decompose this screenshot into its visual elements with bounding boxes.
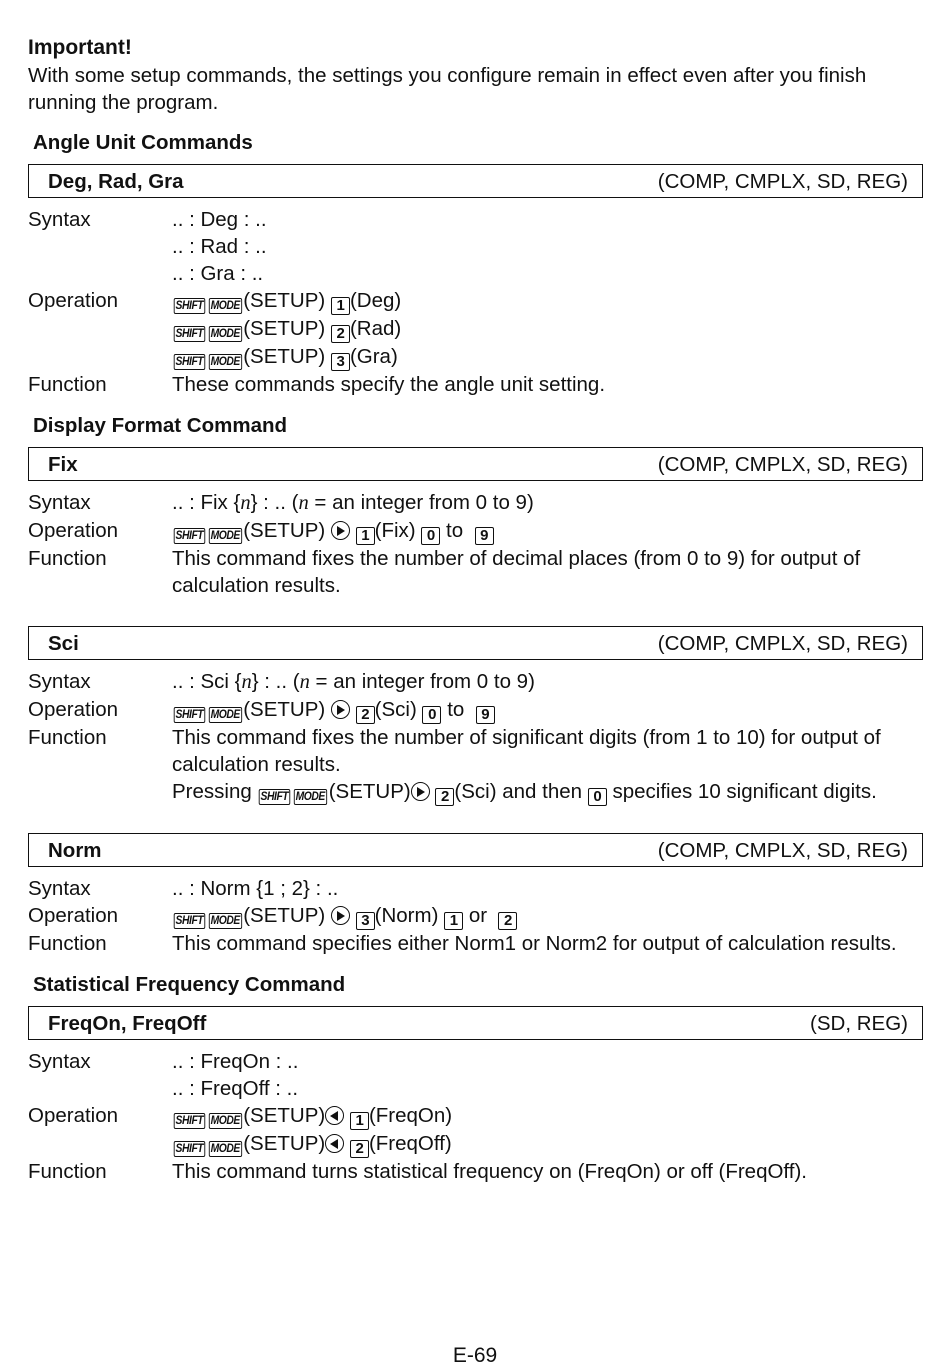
mode-key-icon: MODE	[210, 1143, 240, 1155]
syntax-part: } : .. (	[250, 491, 299, 514]
angle-operation-row	[28, 287, 923, 371]
operation-line	[172, 315, 923, 343]
function-label: Function	[28, 932, 107, 955]
angle-function-row	[28, 371, 923, 398]
function-text: This command turns statistical frequency on (FreqOn) or off (FreqOff).	[172, 1160, 807, 1183]
operation-label: Operation	[28, 519, 119, 542]
operation-line	[172, 287, 923, 315]
fix-operation-row	[28, 517, 923, 545]
norm-command-modes: (COMP, CMPLX, SD, REG)	[657, 838, 908, 862]
digit-key-icon: 2	[331, 325, 350, 343]
angle-syntax-row	[28, 206, 923, 287]
sci-function-row	[28, 724, 923, 806]
operation-result-label: (Sci)	[374, 698, 417, 721]
operation-line	[172, 343, 923, 371]
syntax-line: .. : FreqOn : ..	[172, 1050, 299, 1073]
angle-section-heading: Angle Unit Commands	[33, 131, 253, 154]
pressing-tail-text: specifies 10 significant digits.	[612, 780, 877, 803]
norm-function-row	[28, 930, 923, 957]
syntax-label: Syntax	[28, 208, 91, 231]
fix-function-row	[28, 545, 923, 599]
fix-command-name: Fix	[48, 452, 78, 476]
digit-key-icon: 1	[350, 1112, 369, 1130]
setup-label: (SETUP)	[243, 904, 326, 927]
right-arrow-key-icon	[411, 782, 430, 801]
digit-key-icon: 0	[588, 788, 607, 806]
function-label: Function	[28, 547, 107, 570]
setup-label: (SETUP)	[328, 780, 411, 803]
left-arrow-key-icon	[325, 1106, 344, 1125]
shift-key-icon: SHIFT	[175, 300, 204, 312]
mode-key-icon: MODE	[210, 356, 240, 368]
syntax-label: Syntax	[28, 670, 91, 693]
digit-key-icon: 9	[475, 527, 494, 545]
norm-command-name: Norm	[48, 838, 102, 862]
fix-syntax-row	[28, 489, 923, 517]
digit-key-icon: 2	[356, 706, 375, 724]
norm-syntax-row	[28, 875, 923, 902]
function-label: Function	[28, 373, 107, 396]
function-label: Function	[28, 1160, 107, 1183]
mode-key-icon: MODE	[210, 530, 240, 542]
freq-section-heading: Statistical Frequency Command	[33, 973, 346, 996]
digit-key-icon: 2	[498, 912, 517, 930]
syntax-line	[172, 668, 923, 696]
operation-line	[172, 696, 923, 724]
syntax-part: } : .. (	[251, 670, 300, 693]
mode-key-icon: MODE	[210, 300, 240, 312]
shift-key-icon: SHIFT	[175, 1115, 204, 1127]
operation-label: Operation	[28, 904, 119, 927]
function-text: This command specifies either Norm1 or Norm2 for output of calculation results.	[172, 932, 897, 955]
then-text: and then	[502, 780, 583, 803]
mode-key-icon: MODE	[295, 791, 326, 803]
setup-label: (SETUP)	[243, 289, 326, 312]
digit-key-icon: 2	[350, 1140, 369, 1158]
freq-syntax-row	[28, 1048, 923, 1102]
operation-line	[172, 902, 923, 930]
fix-command-box	[28, 447, 923, 481]
syntax-line	[172, 489, 923, 517]
operation-line	[172, 1130, 923, 1158]
digit-key-icon: 3	[356, 912, 375, 930]
operation-label: Operation	[28, 1104, 119, 1127]
function-label: Function	[28, 726, 107, 749]
pressing-text: Pressing	[172, 780, 252, 803]
freq-command-box	[28, 1006, 923, 1040]
operation-result-label: (Gra)	[349, 345, 398, 368]
important-text: With some setup commands, the settings you configure remain in effect even after you finish running the program.	[28, 64, 867, 114]
syntax-line: .. : Deg : ..	[172, 208, 267, 231]
syntax-part: .. : Sci {	[172, 670, 242, 693]
syntax-part: = an integer from 0 to 9)	[308, 491, 534, 514]
right-arrow-key-icon	[331, 906, 350, 925]
function-note	[172, 778, 923, 806]
angle-command-name: Deg, Rad, Gra	[48, 169, 184, 193]
display-section-heading: Display Format Command	[33, 414, 288, 437]
freq-function-row	[28, 1158, 923, 1185]
function-text: These commands specify the angle unit setting.	[172, 373, 606, 396]
syntax-line: .. : Gra : ..	[172, 262, 264, 285]
mode-key-icon: MODE	[210, 709, 240, 721]
angle-command-modes: (COMP, CMPLX, SD, REG)	[657, 169, 908, 193]
sci-command-box	[28, 626, 923, 660]
syntax-label: Syntax	[28, 877, 91, 900]
setup-label: (SETUP)	[243, 317, 326, 340]
syntax-part: = an integer from 0 to 9)	[309, 670, 535, 693]
digit-key-icon: 1	[356, 527, 375, 545]
digit-key-icon: 9	[476, 706, 495, 724]
setup-label: (SETUP)	[243, 519, 326, 542]
shift-key-icon: SHIFT	[175, 1143, 204, 1155]
setup-label: (SETUP)	[243, 345, 326, 368]
digit-key-icon: 0	[422, 706, 441, 724]
operation-result-label: (Sci)	[454, 780, 497, 803]
manual-page	[28, 34, 923, 1185]
operation-result-label: (Fix)	[374, 519, 416, 542]
syntax-part: .. : Fix {	[172, 491, 241, 514]
mode-key-icon: MODE	[210, 328, 240, 340]
to-text: to	[446, 519, 464, 542]
fix-command-modes: (COMP, CMPLX, SD, REG)	[657, 452, 908, 476]
shift-key-icon: SHIFT	[261, 791, 289, 803]
shift-key-icon: SHIFT	[175, 328, 204, 340]
setup-label: (SETUP)	[243, 1104, 326, 1127]
digit-key-icon: 3	[331, 353, 350, 371]
digit-key-icon: 2	[435, 788, 454, 806]
page-number: E-69	[452, 1344, 498, 1367]
operation-line	[172, 1102, 923, 1130]
sci-operation-row	[28, 696, 923, 724]
syntax-variable: n	[298, 492, 309, 514]
to-text: to	[447, 698, 465, 721]
sci-command-name: Sci	[48, 631, 79, 655]
digit-key-icon: 1	[331, 297, 350, 315]
setup-label: (SETUP)	[243, 1132, 326, 1155]
syntax-line: .. : FreqOff : ..	[172, 1077, 299, 1100]
mode-key-icon: MODE	[210, 915, 240, 927]
operation-line	[172, 517, 923, 545]
operation-label: Operation	[28, 698, 119, 721]
norm-command-box	[28, 833, 923, 867]
shift-key-icon: SHIFT	[175, 356, 204, 368]
shift-key-icon: SHIFT	[175, 915, 204, 927]
syntax-variable: n	[240, 492, 251, 514]
mode-key-icon: MODE	[210, 1115, 240, 1127]
shift-key-icon: SHIFT	[175, 709, 204, 721]
function-text: This command fixes the number of significant digits (from 1 to 10) for output of calculation results.	[172, 726, 881, 776]
norm-operation-row	[28, 902, 923, 930]
operation-result-label: (Rad)	[349, 317, 402, 340]
syntax-label: Syntax	[28, 1050, 91, 1073]
important-title: Important!	[28, 36, 132, 59]
freq-command-name: FreqOn, FreqOff	[48, 1011, 207, 1035]
shift-key-icon: SHIFT	[175, 530, 204, 542]
syntax-variable: n	[299, 671, 310, 693]
angle-command-box	[28, 164, 923, 198]
operation-result-label: (Norm)	[374, 904, 439, 927]
right-arrow-key-icon	[331, 521, 350, 540]
right-arrow-key-icon	[331, 700, 350, 719]
or-text: or	[468, 904, 488, 927]
freq-operation-row	[28, 1102, 923, 1158]
syntax-label: Syntax	[28, 491, 91, 514]
setup-label: (SETUP)	[243, 698, 326, 721]
syntax-line: .. : Norm {1 ; 2} : ..	[172, 877, 339, 900]
sci-command-modes: (COMP, CMPLX, SD, REG)	[657, 631, 908, 655]
left-arrow-key-icon	[325, 1134, 344, 1153]
operation-label: Operation	[28, 289, 119, 312]
sci-syntax-row	[28, 668, 923, 696]
freq-command-modes: (SD, REG)	[810, 1011, 908, 1035]
operation-result-label: (FreqOff)	[368, 1132, 452, 1155]
digit-key-icon: 1	[444, 912, 463, 930]
operation-result-label: (FreqOn)	[368, 1104, 453, 1127]
syntax-line: .. : Rad : ..	[172, 235, 267, 258]
function-text: This command fixes the number of decimal places (from 0 to 9) for output of calculation results.	[172, 547, 861, 597]
operation-result-label: (Deg)	[349, 289, 402, 312]
syntax-variable: n	[241, 671, 252, 693]
digit-key-icon: 0	[421, 527, 440, 545]
